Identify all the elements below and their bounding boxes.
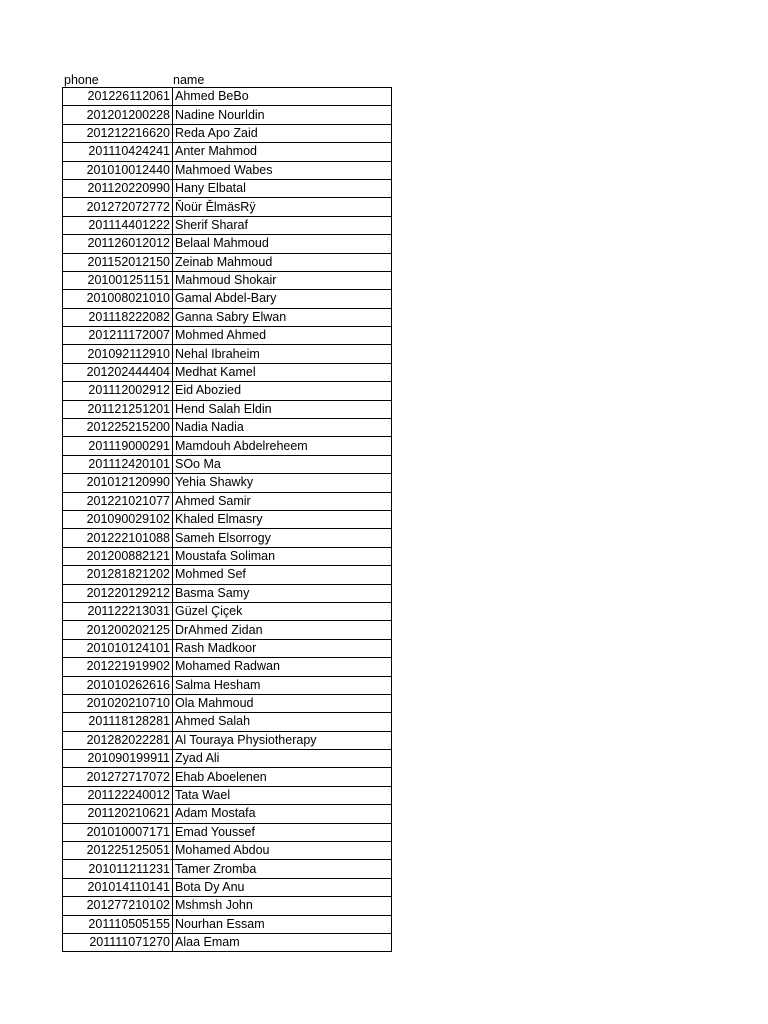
name-cell[interactable]: DrAhmed Zidan (173, 621, 392, 639)
table-row (63, 713, 392, 731)
name-cell[interactable]: Alaa Emam (173, 933, 392, 951)
name-cell[interactable]: Mshmsh John (173, 897, 392, 915)
table-row (63, 363, 392, 381)
name-cell[interactable]: Hend Salah Eldin (173, 400, 392, 418)
name-cell[interactable]: Medhat Kamel (173, 363, 392, 381)
table-row (63, 455, 392, 473)
phone-column-header: phone (64, 73, 99, 87)
name-cell[interactable]: Eid Abozied (173, 382, 392, 400)
table-row (63, 419, 392, 437)
table-row (63, 823, 392, 841)
table-row (63, 694, 392, 712)
phone-cell[interactable]: 201272717072 (63, 768, 173, 786)
table-row (63, 290, 392, 308)
table-row (63, 271, 392, 289)
table-row (63, 731, 392, 749)
name-cell[interactable]: Nehal Ibraheim (173, 345, 392, 363)
name-cell[interactable]: Ehab Aboelenen (173, 768, 392, 786)
name-column-header: name (173, 73, 205, 87)
name-cell[interactable]: Anter Mahmod (173, 143, 392, 161)
table-row (63, 400, 392, 418)
phone-cell[interactable]: 201012120990 (63, 474, 173, 492)
name-cell[interactable]: Mohamed Abdou (173, 842, 392, 860)
phone-cell[interactable]: 201014110141 (63, 878, 173, 896)
table-row (63, 842, 392, 860)
table-row (63, 639, 392, 657)
table-row (63, 124, 392, 142)
phone-cell[interactable]: 201001251151 (63, 271, 173, 289)
name-cell[interactable]: Ahmed Samir (173, 492, 392, 510)
phone-cell[interactable]: 201200202125 (63, 621, 173, 639)
name-cell[interactable]: Nadia Nadia (173, 419, 392, 437)
phone-cell[interactable]: 201020210710 (63, 694, 173, 712)
name-cell[interactable]: Sherif Sharaf (173, 216, 392, 234)
phone-cell[interactable]: 201120220990 (63, 179, 173, 197)
phone-cell[interactable]: 201277210102 (63, 897, 173, 915)
table-row (63, 786, 392, 804)
phone-cell[interactable]: 201152012150 (63, 253, 173, 271)
name-cell[interactable]: Mahmoud Shokair (173, 271, 392, 289)
name-cell[interactable]: Mohmed Ahmed (173, 327, 392, 345)
table-row (63, 235, 392, 253)
table-row (63, 676, 392, 694)
phone-cell[interactable]: 201121251201 (63, 400, 173, 418)
table-row (63, 878, 392, 896)
name-cell[interactable]: Ahmed Salah (173, 713, 392, 731)
table-row (63, 143, 392, 161)
name-cell[interactable]: Belaal Mahmoud (173, 235, 392, 253)
table-row (63, 915, 392, 933)
name-cell[interactable]: Adam Mostafa (173, 805, 392, 823)
phone-cell[interactable]: 201202444404 (63, 363, 173, 381)
table-row (63, 658, 392, 676)
phone-cell[interactable]: 201122240012 (63, 786, 173, 804)
phone-cell[interactable]: 201110424241 (63, 143, 173, 161)
name-cell[interactable]: Mohmed Sef (173, 566, 392, 584)
name-cell[interactable]: Ganna Sabry Elwan (173, 308, 392, 326)
table-row (63, 437, 392, 455)
name-cell[interactable]: Rash Madkoor (173, 639, 392, 657)
table-row (63, 382, 392, 400)
table-row (63, 768, 392, 786)
name-cell[interactable]: Nadine Nourldin (173, 106, 392, 124)
table-row (63, 308, 392, 326)
name-cell[interactable]: Gamal Abdel-Bary (173, 290, 392, 308)
table-row (63, 492, 392, 510)
table-row (63, 805, 392, 823)
name-cell[interactable]: Mahmoed Wabes (173, 161, 392, 179)
phone-cell[interactable]: 201221021077 (63, 492, 173, 510)
name-cell[interactable]: Al Touraya Physiotherapy (173, 731, 392, 749)
table-row (63, 621, 392, 639)
table-row (63, 897, 392, 915)
name-cell[interactable]: Yehia Shawky (173, 474, 392, 492)
table-row (63, 602, 392, 620)
table-row (63, 161, 392, 179)
phone-cell[interactable]: 201010007171 (63, 823, 173, 841)
phone-cell[interactable]: 201222101088 (63, 529, 173, 547)
name-cell[interactable]: Salma Hesham (173, 676, 392, 694)
phone-cell[interactable]: 201010124101 (63, 639, 173, 657)
table-row (63, 327, 392, 345)
spreadsheet (62, 70, 392, 952)
phone-cell[interactable]: 201220129212 (63, 584, 173, 602)
phone-cell[interactable]: 201118222082 (63, 308, 173, 326)
name-cell[interactable]: Zeinab Mahmoud (173, 253, 392, 271)
phone-cell[interactable]: 201112002912 (63, 382, 173, 400)
table-row (63, 750, 392, 768)
phone-cell[interactable]: 201010012440 (63, 161, 173, 179)
phone-cell[interactable]: 201114401222 (63, 216, 173, 234)
name-cell[interactable]: Tamer Zromba (173, 860, 392, 878)
table-row (63, 106, 392, 124)
name-cell[interactable]: Ahmed BeBo (173, 88, 392, 106)
phone-cell[interactable]: 201226112061 (63, 88, 173, 106)
name-cell[interactable]: Tata Wael (173, 786, 392, 804)
header-row (62, 70, 392, 87)
phone-cell[interactable]: 201011211231 (63, 860, 173, 878)
table-row (63, 179, 392, 197)
name-cell[interactable]: Basma Samy (173, 584, 392, 602)
phone-cell[interactable]: 201126012012 (63, 235, 173, 253)
name-cell[interactable]: SOo Ma (173, 455, 392, 473)
phone-cell[interactable]: 201122213031 (63, 602, 173, 620)
phone-cell[interactable]: 201112420101 (63, 455, 173, 473)
name-cell[interactable]: Nourhan Essam (173, 915, 392, 933)
phone-cell[interactable]: 201118128281 (63, 713, 173, 731)
name-cell[interactable]: Güzel Çiçek (173, 602, 392, 620)
phone-cell[interactable]: 201010262616 (63, 676, 173, 694)
phone-cell[interactable]: 201212216620 (63, 124, 173, 142)
phone-cell[interactable]: 201281821202 (63, 566, 173, 584)
table-row (63, 547, 392, 565)
phone-cell[interactable]: 201221919902 (63, 658, 173, 676)
name-cell[interactable]: Zyad Ali (173, 750, 392, 768)
table-row (63, 584, 392, 602)
name-cell[interactable]: Mamdouh Abdelreheem (173, 437, 392, 455)
phone-cell[interactable]: 201201200228 (63, 106, 173, 124)
table-row (63, 474, 392, 492)
name-cell[interactable]: Ňoür ĚlmäsRÿ (173, 198, 392, 216)
table-row (63, 345, 392, 363)
table-row (63, 529, 392, 547)
phone-cell[interactable]: 201090029102 (63, 510, 173, 528)
name-cell[interactable]: Emad Youssef (173, 823, 392, 841)
table-row (63, 198, 392, 216)
table-row (63, 933, 392, 951)
phone-cell[interactable]: 201200882121 (63, 547, 173, 565)
phone-cell[interactable]: 201092112910 (63, 345, 173, 363)
phone-cell[interactable]: 201120210621 (63, 805, 173, 823)
name-cell[interactable]: Bota Dy Anu (173, 878, 392, 896)
name-cell[interactable]: Khaled Elmasry (173, 510, 392, 528)
name-cell[interactable]: Ola Mahmoud (173, 694, 392, 712)
phone-cell[interactable]: 201225125051 (63, 842, 173, 860)
phone-cell[interactable]: 201090199911 (63, 750, 173, 768)
name-cell[interactable]: Hany Elbatal (173, 179, 392, 197)
table-row (63, 860, 392, 878)
phone-cell[interactable]: 201225215200 (63, 419, 173, 437)
table-row (63, 510, 392, 528)
phone-cell[interactable]: 201111071270 (63, 933, 173, 951)
name-cell[interactable]: Reda Apo Zaid (173, 124, 392, 142)
name-cell[interactable]: Mohamed Radwan (173, 658, 392, 676)
phone-cell[interactable]: 201008021010 (63, 290, 173, 308)
phone-cell[interactable]: 201211172007 (63, 327, 173, 345)
table-row (63, 216, 392, 234)
table-row (63, 253, 392, 271)
contacts-table-body (63, 88, 392, 952)
phone-cell[interactable]: 201110505155 (63, 915, 173, 933)
table-row (63, 88, 392, 106)
phone-cell[interactable]: 201272072772 (63, 198, 173, 216)
phone-cell[interactable]: 201119000291 (63, 437, 173, 455)
contacts-table (62, 87, 392, 952)
phone-cell[interactable]: 201282022281 (63, 731, 173, 749)
table-row (63, 566, 392, 584)
name-cell[interactable]: Sameh Elsorrogy (173, 529, 392, 547)
name-cell[interactable]: Moustafa Soliman (173, 547, 392, 565)
